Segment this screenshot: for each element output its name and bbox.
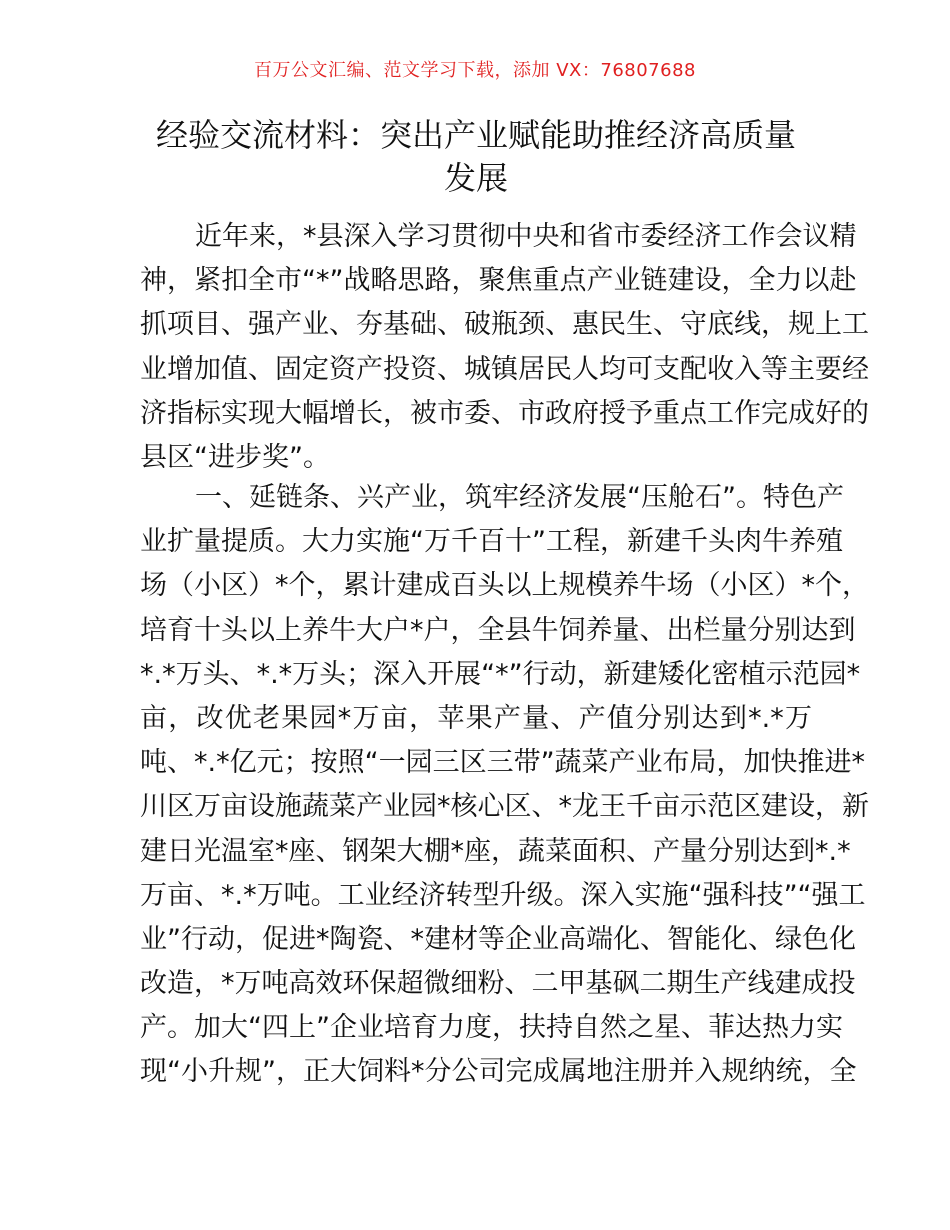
text-line: 业增加值、固定资产投资、城镇居民人均可支配收入等主要经 — [140, 353, 869, 385]
text-line: 神，紧扣全市“*”战略思路，聚焦重点产业链建设，全力以赴 — [140, 265, 857, 297]
text-line: 现“小升规”，正大饲料*分公司完成属地注册并入规纳统，全 — [140, 1056, 857, 1088]
text-line: 川区万亩设施蔬菜产业园*核心区、*龙王千亩示范区建设，新 — [140, 791, 869, 823]
text-line: 改造，*万吨高效环保超微细粉、二甲基砜二期生产线建成投 — [140, 968, 856, 1000]
document-title — [140, 114, 812, 200]
text-line: 亩，改优老果园*万亩，苹果产量、产值分别达到*.*万 — [140, 702, 812, 734]
text-line: 产。加大“四上”企业培育力度，扶持自然之星、菲达热力实 — [140, 1012, 843, 1044]
text-line: 业”行动，促进*陶瓷、*建材等企业高端化、智能化、绿色化 — [140, 923, 856, 955]
paragraph-intro — [140, 215, 869, 480]
text-line: 业扩量提质。大力实施“万千百十”工程，新建千头肉牛养殖 — [140, 526, 843, 558]
text-line: 抓项目、强产业、夯基础、破瓶颈、惠民生、守底线，规上工 — [140, 309, 869, 341]
text-line: 县区“进步奖”。 — [140, 441, 330, 473]
text-line: 吨、*.*亿元；按照“一园三区三带”蔬菜产业布局，加快推进* — [140, 747, 866, 779]
paragraph-section-one — [140, 476, 869, 1095]
title-line: 经验交流材料：突出产业赋能助推经济高质量 — [155, 116, 796, 154]
text-line: 济指标实现大幅增长，被市委、市政府授予重点工作完成好的 — [140, 397, 869, 429]
text-line: 培育十头以上养牛大户*户，全县牛饲养量、出栏量分别达到 — [140, 614, 856, 646]
text-line: 近年来，*县深入学习贯彻中央和省市委经济工作会议精 — [195, 221, 857, 252]
text-line: *.*万头、*.*万头；深入开展“*”行动，新建矮化密植示范园* — [140, 658, 861, 690]
watermark-banner: 百万公文汇编、范文学习下载，添加 VX：76807688 — [254, 60, 696, 81]
title-line: 发展 — [443, 159, 508, 197]
text-line: 建日光温室*座、钢架大棚*座，蔬菜面积、产量分别达到*.* — [140, 835, 851, 867]
text-line: 场（小区）*个，累计建成百头以上规模养牛场（小区）*个， — [140, 570, 869, 602]
text-line: 一、延链条、兴产业，筑牢经济发展“压舱石”。特色产 — [195, 482, 844, 513]
text-line: 万亩、*.*万吨。工业经济转型升级。深入实施“强科技”“强工 — [140, 879, 866, 911]
